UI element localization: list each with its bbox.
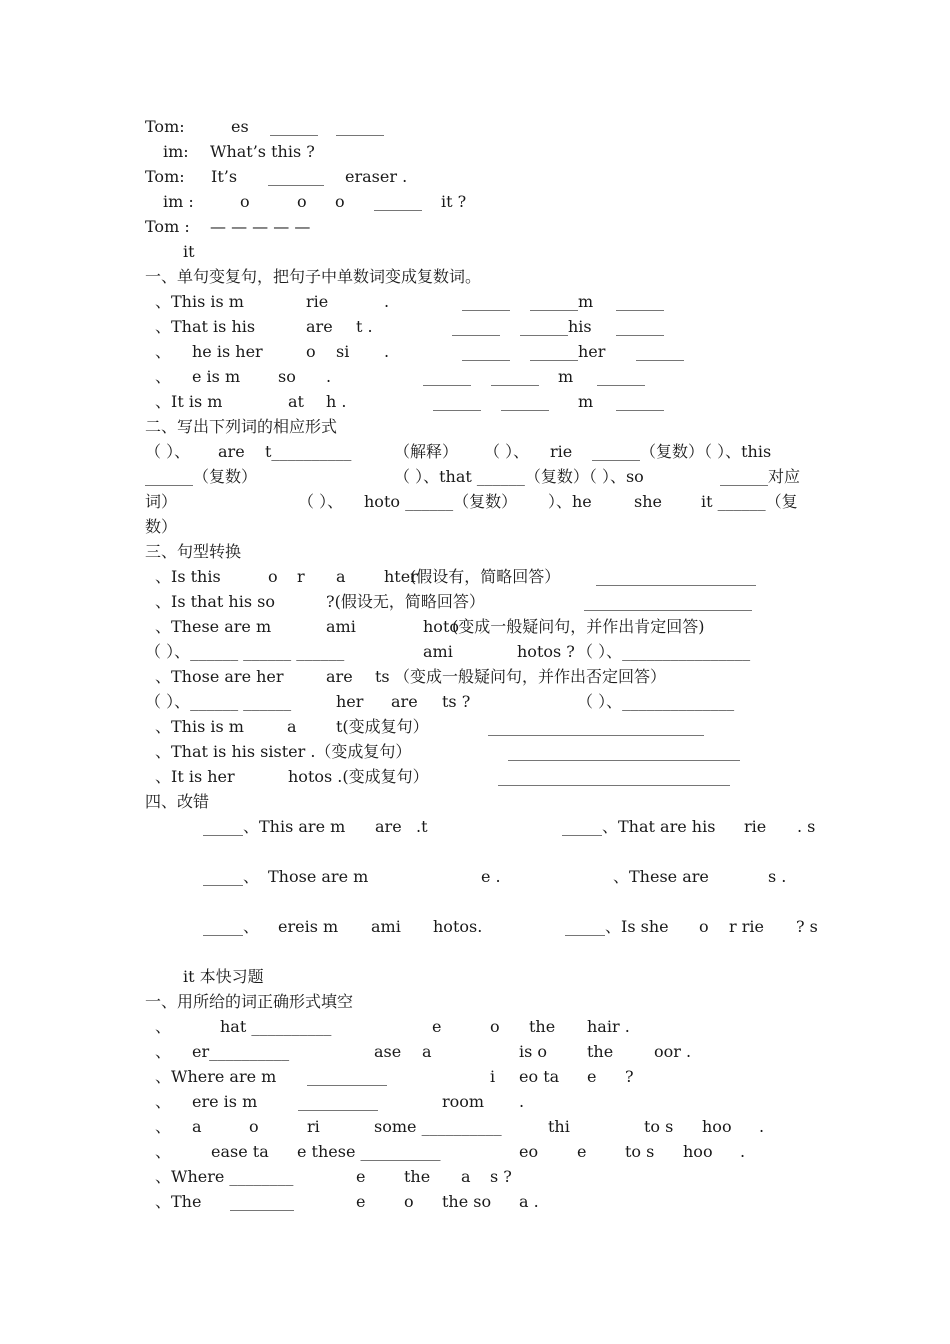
line-text: _____、This are m <box>203 817 346 836</box>
worksheet-line <box>0 516 950 541</box>
line-text: t(变成复句） <box>336 717 429 736</box>
line-text: r <box>297 567 305 586</box>
line-text: t . <box>356 317 373 336</box>
worksheet-line <box>0 141 950 166</box>
line-text: ______ <box>636 342 684 361</box>
line-text: es <box>231 117 249 136</box>
line-text: 、 <box>155 342 172 361</box>
line-text: 二、写出下列词的相应形式 <box>145 417 338 436</box>
line-text: o <box>297 192 307 211</box>
line-text: (假设有，简略回答） <box>410 567 561 586</box>
worksheet-line <box>0 366 950 391</box>
line-text: __________ <box>307 1067 387 1086</box>
line-text: 、This is m <box>155 717 244 736</box>
line-text: Tom: <box>145 117 185 136</box>
worksheet-line <box>0 316 950 341</box>
line-text: ______his <box>520 317 592 336</box>
line-text: 一、单句变复句，把句子中单数词变成复数词。 <box>145 267 482 286</box>
worksheet-line <box>0 1016 950 1041</box>
line-text: eraser . <box>345 167 408 186</box>
line-text: 、The <box>155 1192 202 1211</box>
line-text: It’s <box>211 167 238 186</box>
line-text: hoo <box>683 1142 713 1161</box>
worksheet-line <box>0 441 950 466</box>
line-text: a <box>461 1167 471 1186</box>
line-text: （ ）、______ ______ <box>145 692 292 711</box>
line-text: hter <box>384 567 418 586</box>
line-text: the <box>529 1017 556 1036</box>
line-text: 、 <box>155 1017 172 1036</box>
line-text: 、It is her <box>155 767 235 786</box>
worksheet-line <box>0 616 950 641</box>
line-text: ______ <box>374 192 422 211</box>
line-text: o <box>335 192 345 211</box>
worksheet-line <box>0 1141 950 1166</box>
line-text: to s <box>625 1142 655 1161</box>
line-text: ? <box>625 1067 634 1086</box>
line-text: ______ <box>433 392 481 411</box>
line-text: 、Is this <box>155 567 221 586</box>
worksheet-line <box>0 666 950 691</box>
line-text: ______ <box>501 392 549 411</box>
line-text: ?(假设无，简略回答） <box>326 592 485 611</box>
worksheet-line <box>0 1166 950 1191</box>
line-text: hotos ? <box>517 642 575 661</box>
line-text: ease ta <box>211 1142 269 1161</box>
line-text: _____________________________ <box>498 767 730 786</box>
line-text: h . <box>326 392 347 411</box>
line-text: 词） <box>145 492 178 511</box>
worksheet-line <box>0 1191 950 1216</box>
line-text: she <box>634 492 662 511</box>
line-text: （ ）、that ______（复数）（ ）、so <box>394 467 644 486</box>
worksheet-line <box>0 416 950 441</box>
line-text: 、That is his <box>155 317 256 336</box>
line-text: ______ <box>462 292 510 311</box>
worksheet-line <box>0 566 950 591</box>
line-text: ts <box>375 667 390 686</box>
line-text: he is her <box>192 342 263 361</box>
line-text: （ ）、 <box>145 442 191 461</box>
line-text: __________ <box>298 1092 378 1111</box>
line-text: is o <box>519 1042 548 1061</box>
line-text: . s <box>797 817 816 836</box>
line-text: . <box>759 1117 765 1136</box>
line-text: hotos .(变成复句） <box>288 767 429 786</box>
line-text: o <box>404 1192 414 1211</box>
line-text: _____、That are his <box>562 817 716 836</box>
line-text: ami <box>371 917 401 936</box>
line-text: ereis m <box>278 917 339 936</box>
line-text: hat __________ <box>220 1017 332 1036</box>
worksheet-line <box>0 1041 950 1066</box>
line-text: a <box>422 1042 432 1061</box>
line-text: are <box>306 317 333 336</box>
line-text: e <box>432 1017 442 1036</box>
line-text: it <box>183 242 195 261</box>
line-text: ________ <box>230 1192 294 1211</box>
line-text: 、Where ________ <box>155 1167 294 1186</box>
line-text: ____________________ <box>596 567 756 586</box>
line-text: _____、 <box>203 917 260 936</box>
line-text: _____、Is she <box>565 917 669 936</box>
worksheet-line <box>0 916 950 941</box>
line-text: hair . <box>587 1017 630 1036</box>
line-text: ami <box>326 617 356 636</box>
line-text: room <box>442 1092 485 1111</box>
line-text: 、 <box>155 367 172 386</box>
line-text: e <box>587 1067 597 1086</box>
line-text: hoo <box>702 1117 732 1136</box>
worksheet-line <box>0 716 950 741</box>
line-text: ______（复数） <box>145 467 258 486</box>
line-text: ______（复数）（ ）、this <box>592 442 772 461</box>
line-text: .t <box>416 817 428 836</box>
line-text: 、 <box>155 1092 172 1111</box>
line-text: m <box>578 392 594 411</box>
worksheet-line <box>0 341 950 366</box>
line-text: o <box>240 192 250 211</box>
line-text: What’s this ? <box>210 142 315 161</box>
line-text: s ? <box>490 1167 512 1186</box>
worksheet-line <box>0 291 950 316</box>
line-text: a . <box>519 1192 539 1211</box>
worksheet-line <box>0 266 950 291</box>
line-text: ami <box>423 642 453 661</box>
worksheet-line <box>0 166 950 191</box>
line-text: the <box>587 1042 614 1061</box>
worksheet-line <box>0 766 950 791</box>
line-text: 数） <box>145 517 178 536</box>
line-text: ______ <box>616 317 664 336</box>
line-text: to s <box>644 1117 674 1136</box>
line-text: ______ <box>336 117 384 136</box>
line-text: （变成一般疑问句，并作出否定回答） <box>394 667 667 686</box>
line-text: 三、句型转换 <box>145 542 242 561</box>
line-text: ______ <box>491 367 539 386</box>
line-text: 、This is m <box>155 292 244 311</box>
line-text: 、 <box>155 1042 172 1061</box>
line-text: ? s <box>796 917 818 936</box>
line-text: a <box>287 717 297 736</box>
worksheet-line <box>0 1066 950 1091</box>
line-text: 、It is m <box>155 392 223 411</box>
line-text: _____、 <box>203 867 260 886</box>
line-text: ___________________________ <box>488 717 704 736</box>
line-text: （ ）、______________ <box>577 692 735 711</box>
line-text: ______her <box>530 342 606 361</box>
worksheet-line <box>0 1091 950 1116</box>
line-text: ______ <box>616 292 664 311</box>
line-text: hoto <box>423 617 459 636</box>
line-text: the <box>404 1167 431 1186</box>
line-text: hotos. <box>433 917 483 936</box>
line-text: ______ <box>616 392 664 411</box>
line-text: it ? <box>441 192 467 211</box>
line-text: o <box>249 1117 259 1136</box>
line-text: some __________ <box>374 1117 502 1136</box>
line-text: so <box>278 367 296 386</box>
worksheet-line <box>0 991 950 1016</box>
line-text: it 本快习题 <box>183 967 264 986</box>
line-text: t__________ <box>265 442 352 461</box>
line-text: rie <box>306 292 329 311</box>
line-text: 四、改错 <box>145 792 210 811</box>
line-text: . <box>519 1092 525 1111</box>
line-text: are <box>218 442 245 461</box>
line-text: ere is m <box>192 1092 258 1111</box>
worksheet-line <box>0 116 950 141</box>
line-text: oor . <box>654 1042 692 1061</box>
line-text: _____________________________ <box>508 742 740 761</box>
line-text: 、Where are m <box>155 1067 277 1086</box>
worksheet-line <box>0 541 950 566</box>
line-text: 、Those are her <box>155 667 284 686</box>
line-text: ______ <box>597 367 645 386</box>
line-text: e <box>356 1192 366 1211</box>
line-text: are <box>326 667 353 686</box>
line-text: are <box>391 692 418 711</box>
line-text: a <box>192 1117 202 1136</box>
line-text: ______ <box>270 117 318 136</box>
line-text: Those are m <box>268 867 369 886</box>
line-text: 、These are m <box>155 617 272 636</box>
line-text: hoto ______（复数） <box>364 492 518 511</box>
line-text: 、 <box>155 1117 172 1136</box>
line-text: — — — — — <box>210 217 311 236</box>
line-text: si <box>336 342 350 361</box>
line-text: （ ）、 <box>484 442 530 461</box>
line-text: her <box>336 692 364 711</box>
line-text: a <box>336 567 346 586</box>
line-text: eo ta <box>519 1067 560 1086</box>
line-text: _______ <box>268 167 324 186</box>
line-text: 、 <box>155 1142 172 1161</box>
line-text: _____________________ <box>584 592 752 611</box>
line-text: m <box>558 367 574 386</box>
worksheet-line <box>0 691 950 716</box>
line-text: Tom : <box>145 217 190 236</box>
line-text: im: <box>163 142 189 161</box>
line-text: s . <box>768 867 787 886</box>
line-text: ）、he <box>548 492 592 511</box>
line-text: . <box>384 342 390 361</box>
line-text: ase <box>374 1042 402 1061</box>
worksheet-line <box>0 1116 950 1141</box>
line-text: e these __________ <box>297 1142 441 1161</box>
line-text: e . <box>481 867 501 886</box>
line-text: rie <box>550 442 573 461</box>
line-text: e is m <box>192 367 241 386</box>
line-text: er__________ <box>192 1042 290 1061</box>
line-text: （解释） <box>394 442 459 461</box>
worksheet-line <box>0 216 950 241</box>
line-text: o <box>306 342 316 361</box>
line-text: rie <box>744 817 767 836</box>
line-text: i <box>490 1067 496 1086</box>
line-text: . <box>740 1142 746 1161</box>
line-text: 、Is that his so <box>155 592 275 611</box>
line-text: 一、用所给的词正确形式填空 <box>145 992 354 1011</box>
worksheet-line <box>0 866 950 891</box>
worksheet-line <box>0 391 950 416</box>
worksheet-line <box>0 241 950 266</box>
line-text: . <box>326 367 332 386</box>
worksheet-line <box>0 466 950 491</box>
worksheet-line <box>0 591 950 616</box>
worksheet-line <box>0 191 950 216</box>
line-text: 、These are <box>613 867 709 886</box>
line-text: （ ）、______ ______ ______ <box>145 642 345 661</box>
line-text: （ ）、________________ <box>577 642 751 661</box>
line-text: o <box>268 567 278 586</box>
line-text: (变成一般疑问句，并作出肯定回答) <box>452 617 705 636</box>
line-text: r rie <box>729 917 764 936</box>
line-text: ts ? <box>442 692 471 711</box>
line-text: 、That is his sister .（变成复句） <box>155 742 412 761</box>
line-text: ______ <box>462 342 510 361</box>
line-text: ______对应 <box>720 467 801 486</box>
line-text: e <box>356 1167 366 1186</box>
line-text: are <box>375 817 402 836</box>
line-text: e <box>577 1142 587 1161</box>
line-text: ri <box>307 1117 320 1136</box>
worksheet-line <box>0 966 950 991</box>
line-text: eo <box>519 1142 539 1161</box>
line-text: at <box>288 392 304 411</box>
line-text: it ______（复 <box>701 492 798 511</box>
line-text: o <box>699 917 709 936</box>
line-text: thi <box>548 1117 570 1136</box>
line-text: Tom: <box>145 167 185 186</box>
line-text: ______m <box>530 292 594 311</box>
line-text: ______ <box>423 367 471 386</box>
line-text: （ ）、 <box>298 492 344 511</box>
worksheet-line <box>0 641 950 666</box>
line-text: the so <box>442 1192 492 1211</box>
worksheet-line <box>0 791 950 816</box>
worksheet-line <box>0 816 950 841</box>
line-text: im : <box>163 192 194 211</box>
worksheet-line <box>0 491 950 516</box>
line-text: o <box>490 1017 500 1036</box>
line-text: ______ <box>452 317 500 336</box>
worksheet-line <box>0 741 950 766</box>
line-text: . <box>384 292 390 311</box>
